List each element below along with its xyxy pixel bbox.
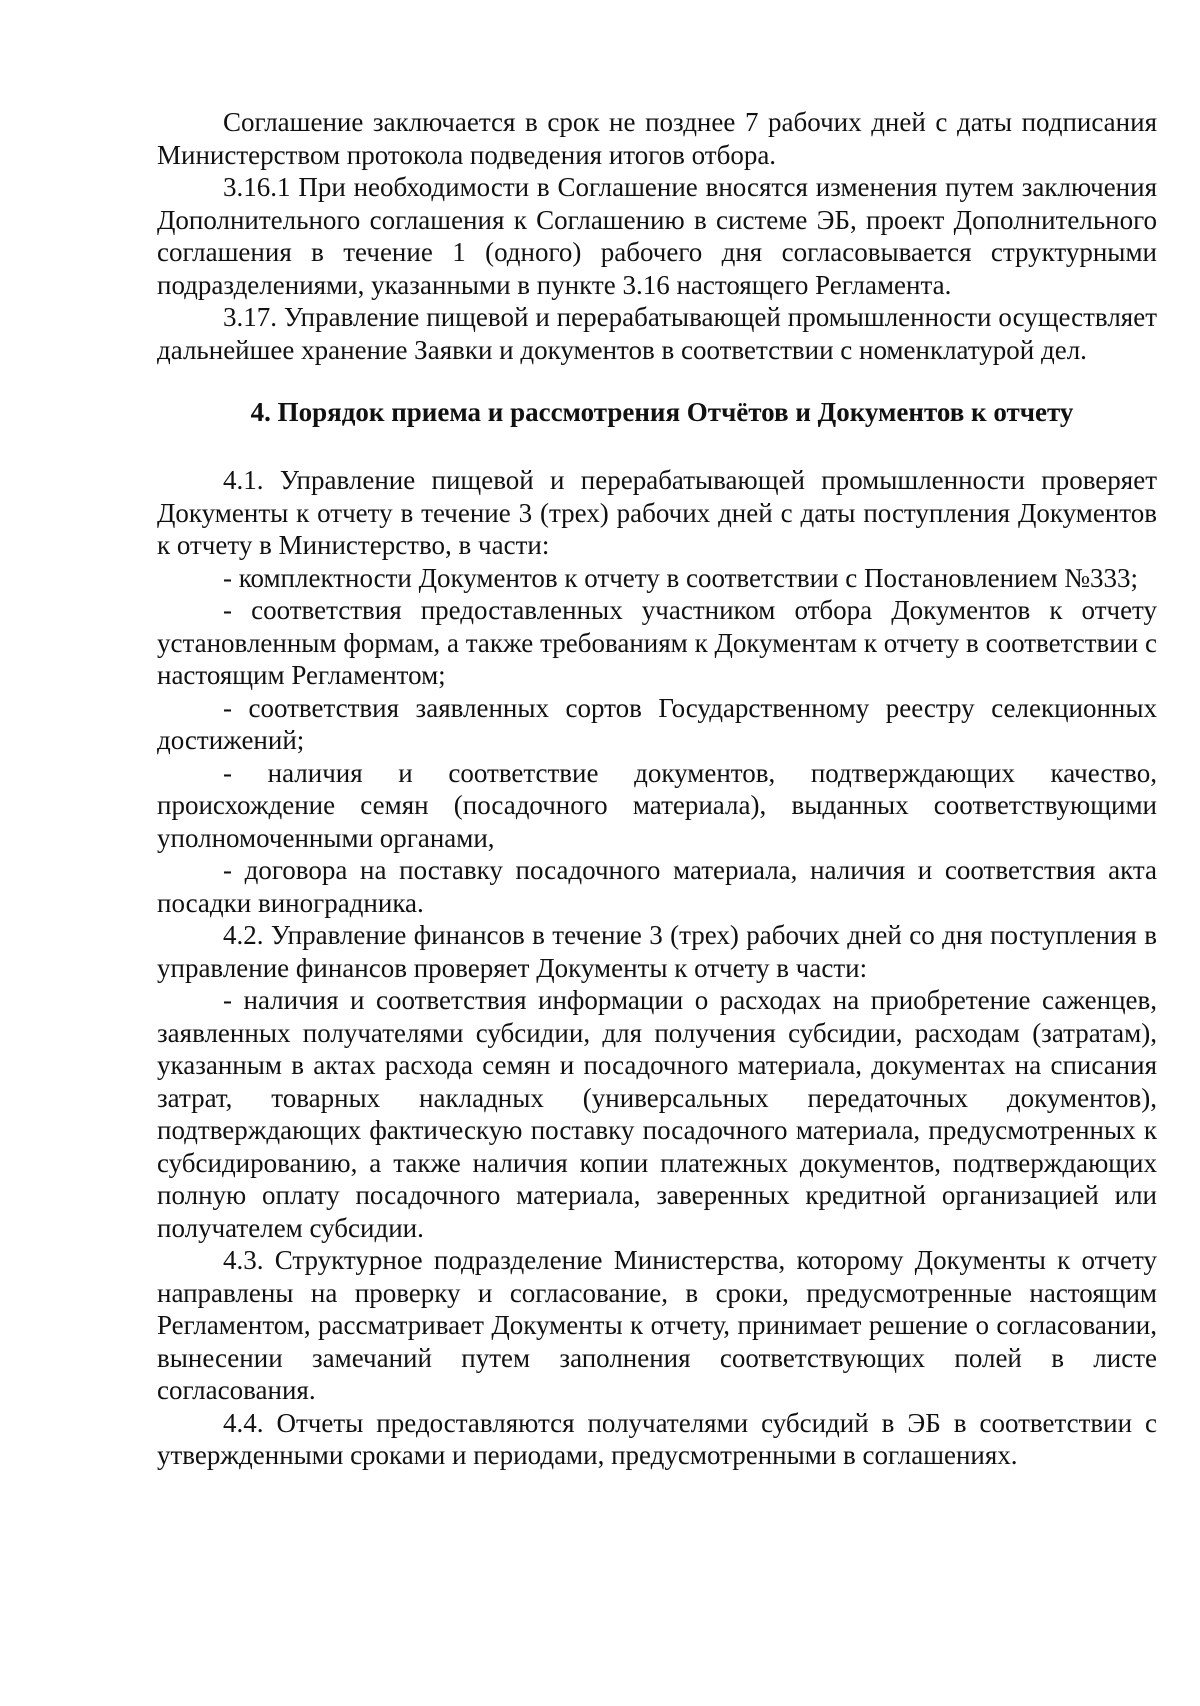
paragraph-4-4: 4.4. Отчеты предоставляются получателями субсидий в ЭБ в соответствии с утвержденными сроками и периодами, предусмотренными в соглашениях. (157, 1407, 1157, 1470)
paragraph-4-1: 4.1. Управление пищевой и перерабатывающей промышленности проверяет Документы к отчету в течение 3 (трех) рабочих дней с даты поступления Документов к отчету в Министерство, в части: (157, 465, 1157, 560)
document-body (157, 106, 1157, 1472)
paragraph-agreement-term: Соглашение заключается в срок не позднее 7 рабочих дней с даты подписания Министерством протокола подведения итогов отбора. (157, 107, 1157, 170)
paragraph-3-16-1: 3.16.1 При необходимости в Соглашение вносятся изменения путем заключения Дополнительного соглашения к Соглашению в системе ЭБ, проект Дополнительного соглашения в течение 1 (одного) рабочего дня согласовывается структурными подразделениями, указанными в пункте 3.16 настоящего Регламента. (157, 172, 1157, 300)
paragraph-4-3: 4.3. Структурное подразделение Министерства, которому Документы к отчету направлены на проверку и согласование, в сроки, предусмотренные настоящим Регламентом, рассматривает Документы к отчету, принимает решение о согласовании, вынесении замечаний путем заполнения соответствующих полей в листе согласования. (157, 1245, 1157, 1405)
list-item-forms-compliance: - соответствия предоставленных участником отбора Документов к отчету установленным формам, а также требованиям к Документам к отчету в соответствии с настоящим Регламентом; (157, 595, 1157, 690)
list-item-quality-documents: - наличия и соответствие документов, подтверждающих качество, происхождение семян (посадочного материала), выданных соответствующими уполномоченными органами, (157, 757, 1157, 853)
paragraph-3-17: 3.17. Управление пищевой и перерабатывающей промышленности осуществляет дальнейшее хранение Заявки и документов в соответствии с номенклатурой дел. (157, 302, 1157, 365)
list-item-supply-contract: - договора на поставку посадочного материала, наличия и соответствия акта посадки виноградника. (157, 855, 1157, 918)
list-item-varieties-registry: - соответствия заявленных сортов Государственному реестру селекционных достижений; (157, 692, 1157, 755)
paragraph-4-2: 4.2. Управление финансов в течение 3 (трех) рабочих дней со дня поступления в управление финансов проверяет Документы к отчету в части: (157, 920, 1157, 983)
section-heading-4: 4. Порядок приема и рассмотрения Отчётов и Документов к отчету (250, 397, 1074, 427)
list-item-completeness: - комплектности Документов к отчету в соответствии с Постановлением №333; (223, 562, 1139, 593)
list-item-expenses-info: - наличия и соответствия информации о расходах на приобретение саженцев, заявленных получателями субсидии, для получения субсидии, расходам (затратам), указанным в актах расхода семян и посадочного материала, документах на списания затрат, товарных накладных (универсальных передаточных документов), подтверждающих фактическую поставку посадочного материала, предусмотренных к субсидированию, а также наличия копии платежных документов, подтверждающих полную оплату посадочного материала, заверенных кредитной организацией или получателем субсидии. (157, 985, 1157, 1243)
